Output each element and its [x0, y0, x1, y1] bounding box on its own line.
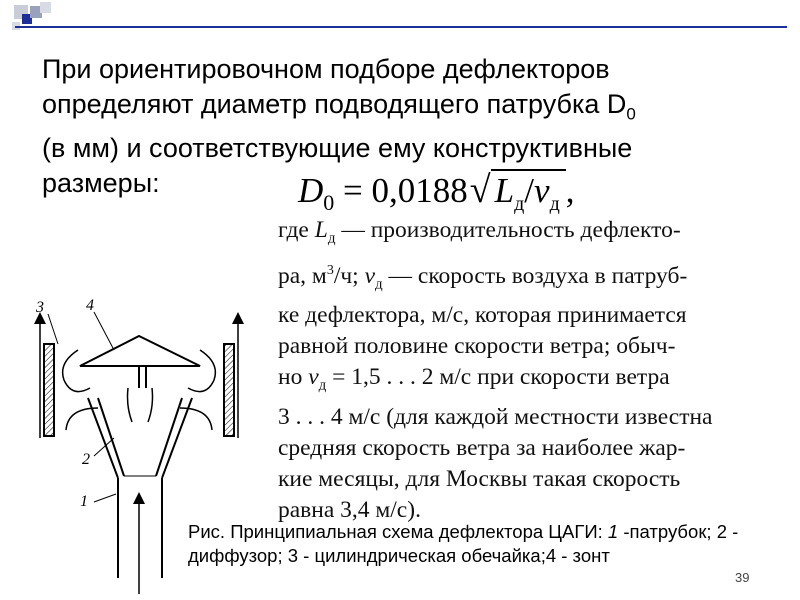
body-line: равной половине скорости ветра; обыч-	[278, 333, 676, 360]
body-text	[278, 215, 778, 526]
label-3: 3	[36, 299, 44, 316]
body-line: средняя скорость ветра за наиболее жар-	[278, 434, 686, 461]
title-rule	[15, 26, 787, 28]
formula-lhs: D	[298, 171, 324, 210]
body-line: кие месяцы, для Москвы такая скорость	[278, 465, 681, 492]
intro-line: размеры:	[42, 168, 160, 199]
formula	[298, 168, 575, 216]
intro-line: определяют диаметр подводящего патрубка $D_0$	[42, 89, 636, 124]
body-line: ке дефлектора, м/с, которая принимается	[278, 302, 687, 329]
intro-line: При ориентировочном подборе дефлекторов	[42, 54, 610, 84]
body-line: но $v_д = 1,5$ . . . 2 м/с при скорости ветра	[278, 364, 670, 394]
umbrella-cap	[80, 336, 200, 366]
formula-equals: = 0,0188	[334, 171, 468, 210]
label-1: 1	[80, 493, 88, 510]
shell-wall-right	[224, 344, 234, 436]
sqrt-radicand: $L_д/v_д$	[491, 169, 566, 216]
shell-wall-left	[44, 344, 54, 436]
body-line: 3 . . . 4 м/с (для каждой местности известна	[278, 403, 713, 430]
corner-decoration	[0, 0, 70, 50]
body-line: ра, $м^3/ч$; $v_д$ — скорость воздуха в патруб-	[278, 262, 688, 293]
label-4: 4	[86, 297, 94, 314]
sqrt-sign: √ $L_д/v_д$	[468, 168, 566, 216]
figure-caption: Рис. Принципиальная схема дефлектора ЦАГИ: 1 -патрубок; 2 - диффузор; 3 - цилиндрическая обечайка;4 - зонт	[188, 521, 739, 566]
intro-subscript: 0	[626, 104, 636, 124]
label-2: 2	[82, 451, 90, 468]
body-line: равна 3,4 м/с).	[278, 496, 421, 523]
decor-square	[40, 2, 51, 13]
formula-lhs-sub: 0	[323, 190, 335, 215]
intro-line: (в мм) и соответствующие ему конструктивные	[42, 133, 633, 164]
page-number: 39	[735, 570, 750, 585]
formula-trailing: ,	[565, 171, 575, 210]
body-line: где $L_д$ — производительность дефлекто-	[278, 217, 681, 247]
